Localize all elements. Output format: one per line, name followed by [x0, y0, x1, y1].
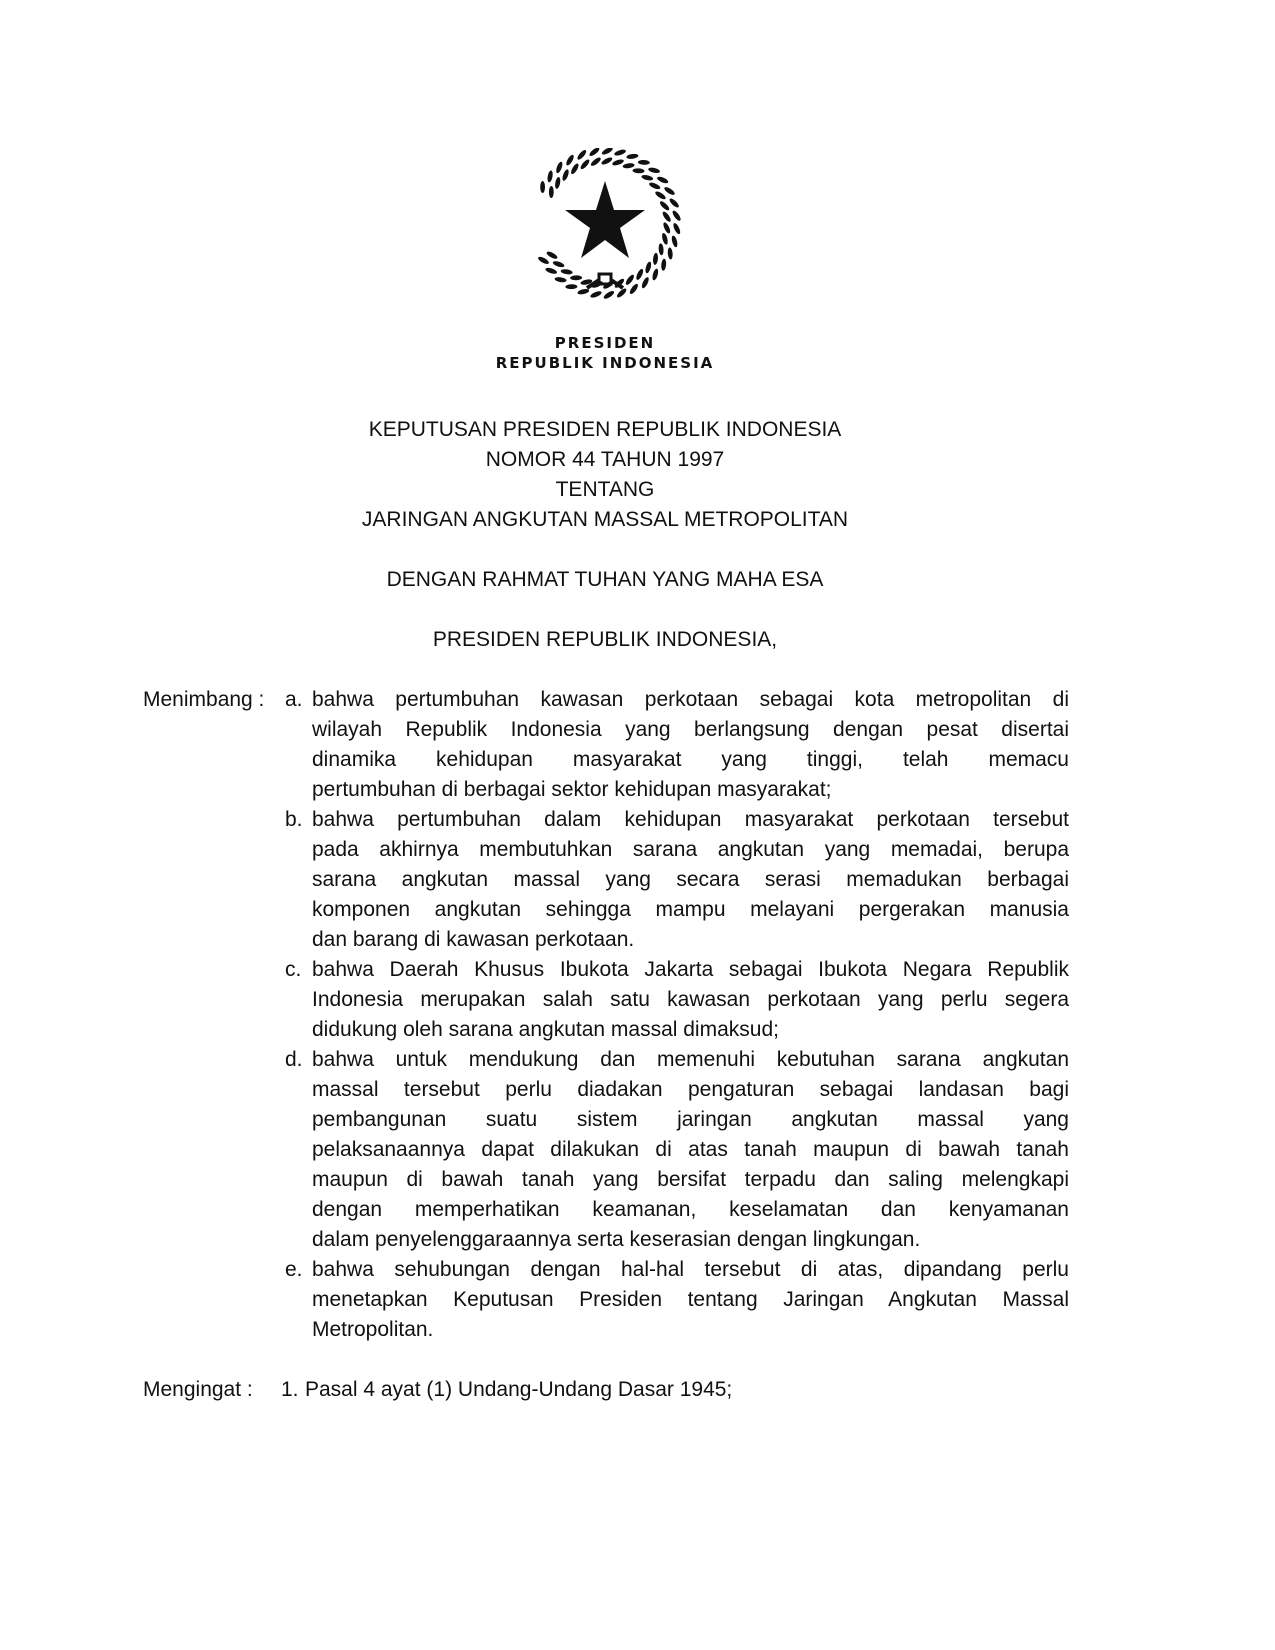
wreath-leaf [555, 161, 564, 174]
wreath-leaf [648, 181, 661, 190]
consideration-line: pelaksanaannya dapat dilakukan di atas tanah maupun di bawah tanah [312, 1138, 1069, 1161]
wreath-leaf [549, 186, 554, 198]
consideration-line: dengan memperhatikan keamanan, keselamatan dan kenyamanan [312, 1198, 1069, 1221]
wreath-leaf [656, 175, 669, 184]
wreath-leaf [661, 259, 667, 271]
wreath-leaf [632, 168, 644, 173]
wreath-leaf [614, 148, 627, 156]
preamble: DENGAN RAHMAT TUHAN YANG MAHA ESA [386, 568, 824, 591]
title-line-4: JARINGAN ANGKUTAN MASSAL METROPOLITAN [361, 508, 849, 531]
wreath-leaf [672, 222, 681, 235]
wreath-leaf [576, 149, 588, 161]
title-line-1: KEPUTUSAN PRESIDEN REPUBLIK INDONESIA [368, 418, 842, 441]
title-line-2: NOMOR 44 TAHUN 1997 [485, 448, 725, 471]
consideration-line: wilayah Republik Indonesia yang berlangsung dengan pesat disertai [312, 718, 1069, 741]
wreath-leaf [560, 269, 573, 275]
consideration-line: pada akhirnya membutuhkan sarana angkutan yang memadai, berupa [312, 838, 1069, 861]
wreath-leaf [654, 190, 667, 201]
wreath-leaf [651, 268, 659, 281]
letterhead-line-2: REPUBLIK INDONESIA [495, 354, 715, 372]
wreath-leaf [588, 148, 600, 157]
consideration-marker: d. [285, 1048, 303, 1071]
wreath-leaf [537, 255, 550, 265]
consideration-marker: b. [285, 808, 303, 831]
consideration-line: bahwa pertumbuhan kawasan perkotaan sebagai kota metropolitan di [312, 688, 1069, 711]
wreath-leaf [624, 274, 635, 287]
wreath-leaf [641, 276, 651, 289]
title-line-3: TENTANG [555, 478, 655, 501]
consideration-line: dinamika kehidupan masyarakat yang tinggi, telah memacu [312, 748, 1069, 771]
wreath-leaf [662, 221, 671, 234]
consideration-line: bahwa untuk mendukung dan memenuhi kebutuhan sarana angkutan [312, 1048, 1069, 1071]
consideration-line: bahwa sehubungan dengan hal-hal tersebut di atas, dipandang perlu [312, 1258, 1069, 1281]
consideration-line: pertumbuhan di berbagai sektor kehidupan masyarakat; [312, 778, 832, 801]
wreath-leaf [554, 177, 561, 190]
wreath-leaf [658, 243, 664, 255]
consideration-line: bahwa pertumbuhan dalam kehidupan masyarakat perkotaan tersebut [312, 808, 1069, 831]
wreath-leaf [579, 158, 591, 170]
wreath-leaf [635, 268, 645, 281]
mengingat-label: Mengingat : [143, 1378, 253, 1401]
wreath-leaf [663, 186, 676, 197]
wreath-leaf [547, 170, 554, 183]
wreath-leaf [590, 290, 603, 299]
consideration-line: bahwa Daerah Khusus Ibukota Jakarta sebagai Ibukota Negara Republik [312, 958, 1069, 981]
wreath-leaf [590, 156, 602, 167]
wreath-leaf [638, 160, 650, 165]
consideration-line: didukung oleh sarana angkutan massal dimaksud; [312, 1018, 779, 1041]
presidential-emblem [525, 148, 685, 303]
consideration-marker: a. [285, 688, 303, 711]
wreath-leaf [577, 288, 590, 295]
wreath-leaf [671, 209, 682, 222]
wreath-leaf [644, 261, 652, 274]
consideration-line: dan barang di kawasan perkotaan. [312, 928, 635, 951]
wreath-leaf [628, 283, 639, 296]
consideration-line: pembangunan suatu sistem jaringan angkutan massal yang [312, 1108, 1069, 1131]
wreath-leaf [545, 267, 558, 275]
wreath-leaf [565, 154, 575, 167]
wreath-leaf [561, 169, 570, 182]
consideration-line: massal tersebut perlu diadakan pengaturan sebagai landasan bagi [312, 1078, 1069, 1101]
consideration-line: sarana angkutan massal yang secara serasi memadukan berbagai [312, 868, 1069, 891]
wreath-leaf [659, 200, 671, 212]
wreath-leaf [552, 260, 565, 268]
wreath-leaf [603, 290, 616, 301]
consideration-line: maupun di bawah tanah yang bersifat terpadu dan saling melengkapi [312, 1168, 1069, 1191]
wreath-leaf [600, 156, 613, 166]
mengingat-item: Pasal 4 ayat (1) Undang-Undang Dasar 1945; [305, 1378, 733, 1401]
letterhead-line-1: PRESIDEN [554, 334, 656, 352]
consideration-line: dalam penyelenggaraannya serta keserasian dengan lingkungan. [312, 1228, 921, 1251]
wreath-leaf [554, 276, 567, 282]
wreath-leaf [668, 197, 680, 209]
wreath-leaf [648, 167, 661, 174]
menimbang-label: Menimbang : [143, 688, 265, 711]
wreath-leaf [612, 158, 625, 166]
wreath-leaf [653, 253, 659, 265]
consideration-line: Indonesia merupakan salah satu kawasan perkotaan yang perlu segera [312, 988, 1069, 1011]
consideration-marker: c. [285, 958, 302, 981]
wreath-leaf [661, 232, 669, 245]
wreath-leaf [622, 163, 635, 169]
wreath-leaf [570, 275, 582, 280]
wreath-leaf [540, 181, 545, 193]
wreath-leaf [546, 250, 559, 260]
wreath-leaf [667, 247, 673, 259]
star-icon [565, 181, 645, 258]
wreath-leaf [565, 284, 577, 289]
consideration-marker: e. [285, 1258, 303, 1281]
consideration-line: komponen angkutan sehingga mampu melayani pergerakan manusia [312, 898, 1069, 921]
wreath-leaf [661, 210, 672, 223]
consideration-line: menetapkan Keputusan Presiden tentang Jaringan Angkutan Massal [312, 1288, 1069, 1311]
wreath-leaf [641, 174, 654, 181]
wreath-leaf [626, 153, 639, 159]
wreath-leaf [601, 148, 614, 156]
wreath-leaf [570, 162, 580, 175]
consideration-line: Metropolitan. [312, 1318, 434, 1341]
mengingat-marker: 1. [281, 1378, 299, 1401]
wreath-leaf [671, 235, 679, 248]
issuer: PRESIDEN REPUBLIK INDONESIA, [432, 628, 778, 651]
